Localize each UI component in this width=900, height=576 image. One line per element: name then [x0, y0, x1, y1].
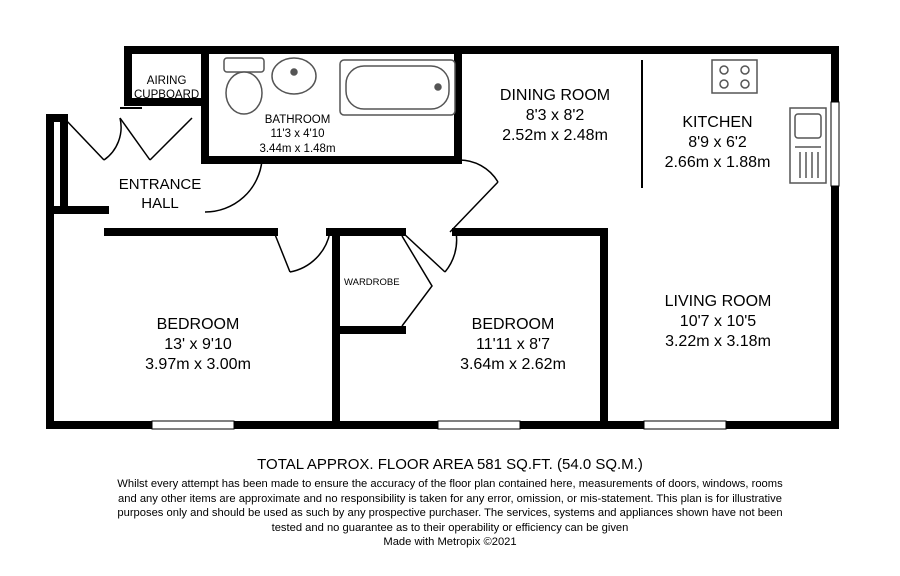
- dining-room-metric: 2.52m x 2.48m: [502, 127, 608, 144]
- airing-label-line2: CUPBOARD: [134, 89, 200, 102]
- wardrobe-label: [344, 277, 400, 289]
- total-floor-area: TOTAL APPROX. FLOOR AREA 581 SQ.FT. (54.0 SQ.M.): [257, 456, 643, 473]
- entrance-hall-label: [104, 176, 216, 214]
- entrance-label-line1: ENTRANCE: [118, 176, 202, 193]
- toilet-cistern: [224, 58, 264, 72]
- bedroom-1-metric: 3.97m x 3.00m: [145, 356, 251, 373]
- bedroom-1-imperial: 13' x 9'10: [164, 336, 232, 353]
- airing-label-line1: AIRING: [146, 75, 187, 87]
- bedroom-2-label: [443, 315, 583, 375]
- airing-cupboard-label: [134, 74, 199, 103]
- bedroom-1-label: [128, 315, 268, 375]
- bedroom-1-name: BEDROOM: [156, 316, 240, 333]
- toilet-bowl: [226, 72, 262, 114]
- hob-icon: [712, 60, 757, 93]
- plan-footer: [0, 456, 900, 550]
- living-room-label: [643, 292, 793, 352]
- bathroom-name: BATHROOM: [264, 114, 331, 126]
- dining-room-imperial: 8'3 x 8'2: [525, 107, 585, 124]
- bathroom-imperial: 11'3 x 4'10: [270, 128, 325, 141]
- bedroom-2-imperial: 11'11 x 8'7: [475, 336, 550, 353]
- kitchen-label: [645, 113, 790, 173]
- bathroom-metric: 3.44m x 1.48m: [259, 142, 336, 155]
- made-with-credit: Made with Metropix ©2021: [383, 536, 517, 549]
- living-room-name: LIVING ROOM: [664, 293, 772, 310]
- dining-room-label: [480, 86, 630, 146]
- living-room-imperial: 10'7 x 10'5: [679, 313, 757, 330]
- kitchen-metric: 2.66m x 1.88m: [664, 154, 771, 171]
- entrance-label-line2: HALL: [141, 194, 179, 212]
- bedroom-2-metric: 3.64m x 2.62m: [460, 356, 566, 373]
- basin-icon: [272, 58, 316, 94]
- bathroom-label: [240, 113, 355, 156]
- kitchen-name: KITCHEN: [682, 114, 753, 131]
- bedroom-2-name: BEDROOM: [471, 316, 555, 333]
- dining-room-name: DINING ROOM: [499, 87, 611, 104]
- bathroom-fixtures: [224, 58, 455, 115]
- disclaimer-text: Whilst every attempt has been made to ensure the accuracy of the floor plan contained here, measurements of doors, windows, rooms and any other items are approximate and no responsibility is taken for any error, omission, or mis-statement. This plan is for illustrative purposes only and should be used as such by any prospective purchaser. The services, systems and appliances shown have not been tested and no guarantee as to their operability or efficiency can be given: [117, 478, 783, 534]
- living-room-metric: 3.22m x 3.18m: [665, 333, 771, 350]
- kitchen-imperial: 8'9 x 6'2: [688, 134, 747, 151]
- wardrobe-name: WARDROBE: [344, 277, 400, 288]
